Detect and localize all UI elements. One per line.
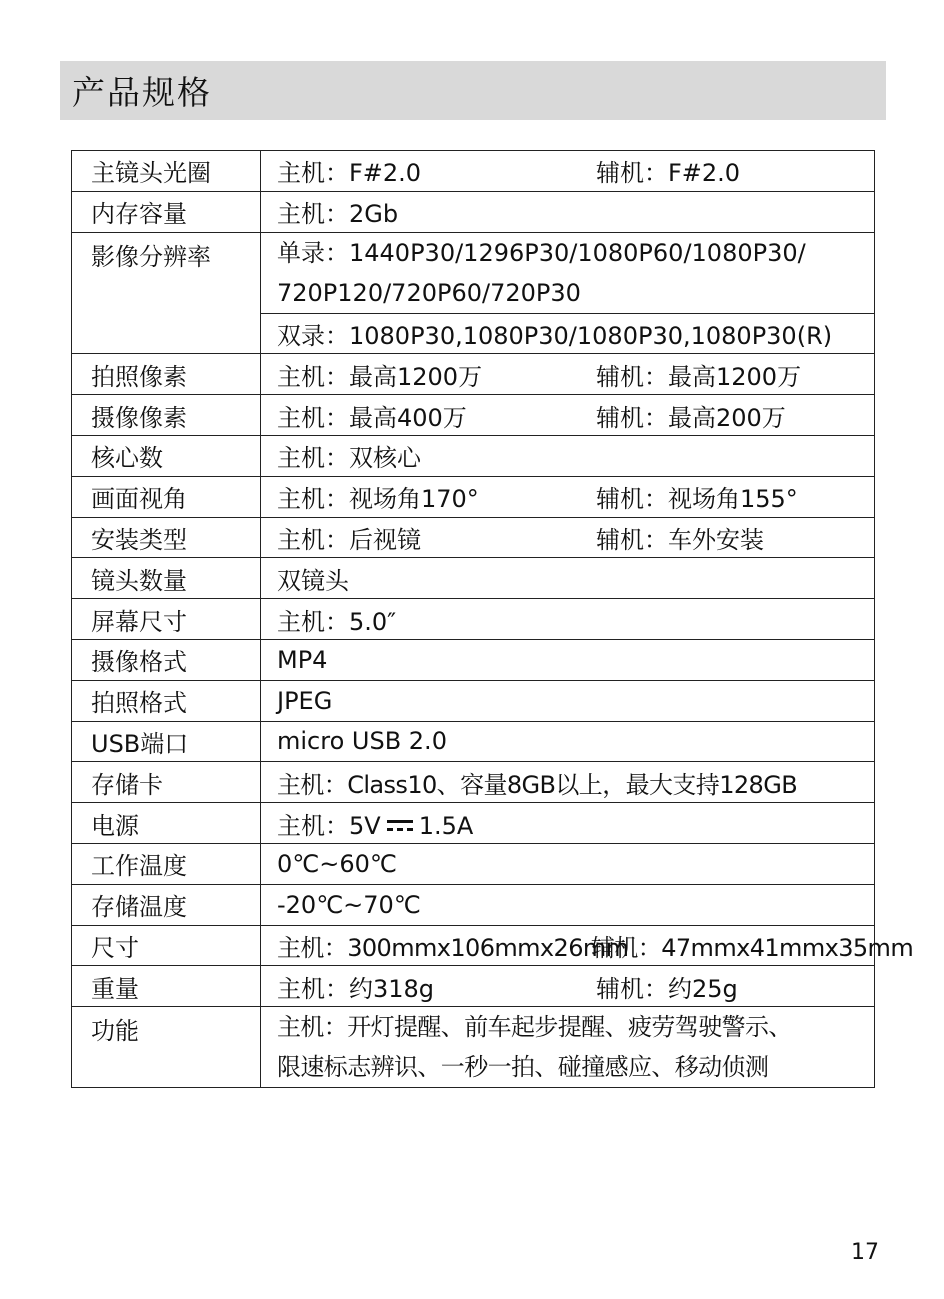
table-row [72,232,875,313]
main-unit-value: 主机：300mmx106mmx26mm [277,933,629,962]
table-row [72,476,875,517]
main-unit-value: 主机：最高400万 [277,403,467,432]
current-value: 1.5A [418,811,474,840]
spec-value: 主机：Class10、容量8GB以上，最大支持128GB [261,762,875,803]
spec-value: 主机：双核心 [261,435,875,476]
spec-value [261,476,875,517]
main-unit-value: 主机：视场角170° [277,485,479,514]
aux-unit-value: 辅机：47mmx41mmx35mm [591,933,914,962]
spec-value: 主机：2Gb [261,191,875,232]
spec-label: 功能 [72,1007,261,1088]
spec-label: 画面视角 [72,476,261,517]
spec-value: JPEG [261,680,875,721]
spec-value [261,1007,875,1088]
spec-label: 主镜头光圈 [72,151,261,192]
feature-line: 主机：开灯提醒、前车起步提醒、疲劳驾驶警示、 [277,1013,792,1042]
dc-current-icon [387,820,413,834]
table-row [72,803,875,844]
spec-value: 主机：5.0″ [261,599,875,640]
aux-unit-value: 辅机：约25g [596,974,738,1003]
table-row [72,843,875,884]
spec-label: 重量 [72,966,261,1007]
spec-label: 拍照格式 [72,680,261,721]
table-row [72,191,875,232]
spec-label: 尺寸 [72,925,261,966]
table-row [72,151,875,192]
table-row [72,395,875,436]
aux-unit-value: 辅机：最高200万 [596,403,786,432]
spec-label: 存储温度 [72,884,261,925]
main-unit-value: 主机：后视镜 [277,525,421,554]
spec-label: 存储卡 [72,762,261,803]
aux-unit-value: 辅机：F#2.0 [596,159,741,188]
spec-table [71,150,914,1088]
spec-label: USB端口 [72,721,261,762]
table-row [72,884,875,925]
table-row [72,354,875,395]
spec-value: micro USB 2.0 [261,721,875,762]
section-title-bar [60,61,886,120]
aux-unit-value: 辅机：车外安装 [596,525,764,554]
main-unit-value: 主机：最高1200万 [277,362,483,391]
dual-record-value: 双录：1080P30,1080P30/1080P30,1080P30(R) [261,313,875,354]
spec-value [261,925,914,966]
spec-label: 拍照像素 [72,354,261,395]
page-number: 17 [851,1240,879,1265]
spec-value [261,151,875,192]
single-record-line-2: 720P120/720P60/720P30 [277,278,581,307]
page-title: 产品规格 [72,73,212,112]
spec-value [261,395,875,436]
aux-unit-value: 辅机：最高1200万 [596,362,802,391]
spec-value: MP4 [261,639,875,680]
main-unit-value: 主机：F#2.0 [277,159,422,188]
table-row [72,639,875,680]
spec-label: 内存容量 [72,191,261,232]
spec-label: 核心数 [72,435,261,476]
table-row [72,721,875,762]
spec-label: 摄像格式 [72,639,261,680]
spec-value: -20℃~70℃ [261,884,875,925]
spec-value [261,517,875,558]
single-record-line: 单录：1440P30/1296P30/1080P60/1080P30/ [277,238,806,267]
feature-line-2: 限速标志辨识、一秒一拍、碰撞感应、移动侦测 [277,1053,769,1082]
table-row [72,599,875,640]
spec-label: 安装类型 [72,517,261,558]
spec-value [261,803,875,844]
spec-value [261,232,875,313]
spec-label: 影像分辨率 [72,232,261,354]
voltage-value: 主机：5V [277,811,381,840]
table-row [72,966,875,1007]
table-row [72,762,875,803]
spec-value [261,966,875,1007]
aux-unit-value: 辅机：视场角155° [596,485,798,514]
table-row [72,558,875,599]
table-row [72,925,875,966]
spec-label: 电源 [72,803,261,844]
spec-label: 摄像像素 [72,395,261,436]
spec-value: 双镜头 [261,558,875,599]
table-row [72,1007,875,1088]
table-row [72,517,875,558]
spec-value [261,354,875,395]
spec-label: 工作温度 [72,843,261,884]
spec-value: 0℃~60℃ [261,843,875,884]
spec-label: 屏幕尺寸 [72,599,261,640]
spec-label: 镜头数量 [72,558,261,599]
table-row [72,680,875,721]
table-row [72,435,875,476]
main-unit-value: 主机：约318g [277,974,435,1003]
